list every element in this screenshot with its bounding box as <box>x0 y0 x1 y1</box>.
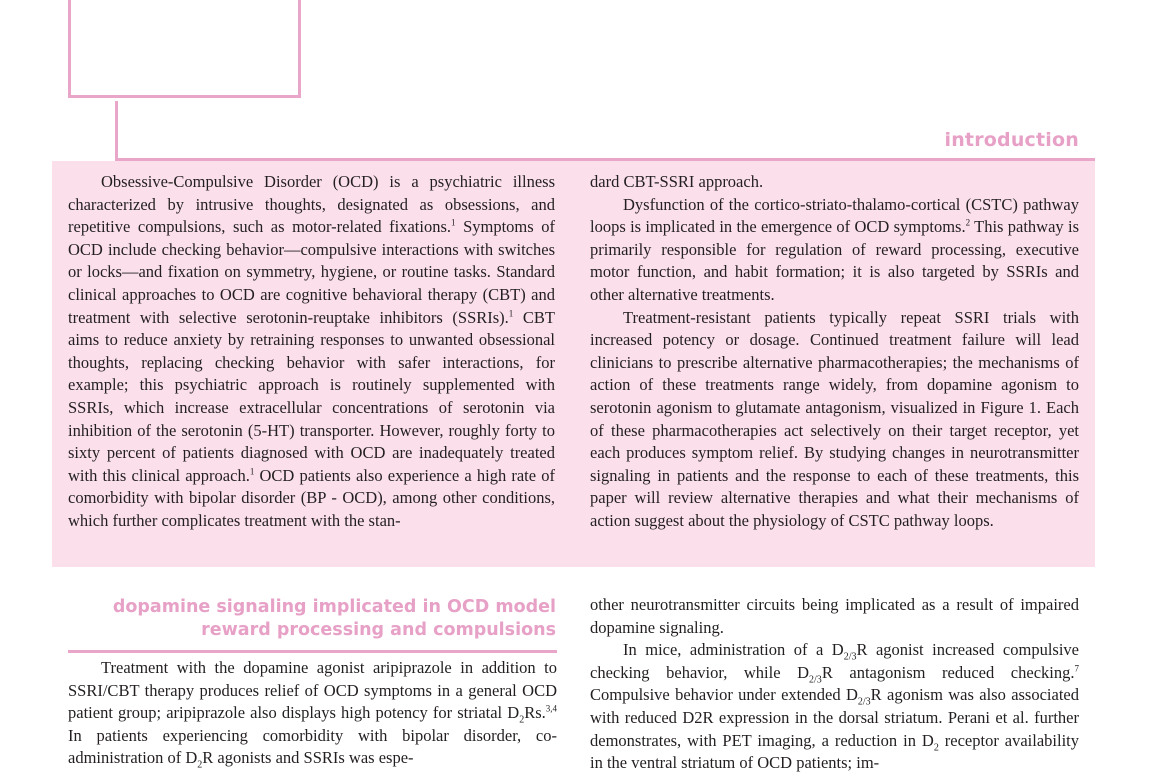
citation-ref: 1 <box>451 217 456 228</box>
citation-ref: 2 <box>965 217 971 228</box>
citation-ref: 1 <box>249 466 255 477</box>
section-heading-dopamine: dopamine signaling implicated in OCD model reward processing and compulsions <box>112 597 556 640</box>
section-heading-introduction: introduction <box>944 129 1079 151</box>
decorative-frame-box <box>68 0 301 98</box>
dopamine-left-column <box>68 657 557 770</box>
intro-paragraph-continuation: dard CBT-SSRI approach. <box>590 172 764 191</box>
dopamine-paragraph-2: In mice, administration of a $D_{2/3}R$ agonist increased compulsive checking behavior, while $D_{2/3}R$ antagonism reduced checking.$^7$ Compulsive behavior under extended $D_{2/3}R$ agonism was also associated with reduced D2R expression in the dorsal striatum. Perani et al. further demonstrates, with PET imaging, a reduction in $D_2$ receptor availability in the ventral striatum of OCD patients; im- <box>590 640 1079 773</box>
intro-paragraph-2: Dysfunction of the cortico-striato-thalamo-cortical (CSTC) pathway loops is implicated in the emergence of OCD symptoms.$^2$ This pathway is primarily responsible for regulation of reward processing, executive motor function, and habit formation; it is also targeted by SSRIs and other alternative treatments. <box>590 194 1079 304</box>
dopamine-paragraph-continuation: other neurotransmitter circuits being implicated as a result of impaired dopamine signaling. <box>590 595 1079 637</box>
intro-paragraph-3: Treatment-resistant patients typically repeat SSRI trials with increased potency or dosage. Continued treatment failure will lead clinicians to prescribe alternative pharmacotherapies; the mechanisms of action of these treatments range widely, from dopamine agonism to serotonin agonism to glutamate antagonism, visualized in Figure 1. Each of these pharmacotherapies act selectively on their target receptor, yet each produces symptom relief. By studying changes in neurotransmitter signaling in patients and the response to each of these treatments, this paper will review alternative therapies and what their mechanisms of action suggest about the physiology of CSTC pathway loops. <box>590 307 1079 530</box>
decorative-vertical-rule <box>115 101 118 161</box>
citation-ref: 7 <box>1074 663 1079 674</box>
dopamine-right-column <box>590 594 1079 775</box>
intro-paragraph-1: Obsessive-Compulsive Disorder (OCD) is a psychiatric illness characterized by intrusive thoughts, designated as obsessions, and repetitive compulsions, such as motor-related fixations.$^1$ Symptoms of OCD include checking behavior—compulsive interactions with switches or locks—and fixation on symmetry, hygiene, or routine tasks. Standard clinical approaches to OCD are cognitive behavioral therapy (CBT) and treatment with selective serotonin-reuptake inhibitors (SSRIs).$^1$ CBT aims to reduce anxiety by retraining responses to unwanted obsessional thoughts, replacing checking behavior with safer interactions, for example; this psychiatric approach is routinely supplemented with SSRIs, which increase extracellular concentrations of serotonin via inhibition of the serotonin (5-HT) transporter. However, roughly forty to sixty percent of patients diagnosed with OCD are inadequately treated with this clinical approach.$^1$ OCD patients also experience a high rate of comorbidity with bipolar disorder (BP - OCD), among other conditions, which further complicates treatment with the stan- <box>68 172 556 530</box>
intro-left-column <box>68 171 555 533</box>
cropped-title-line <box>185 0 745 2</box>
intro-right-column <box>590 171 1079 533</box>
dopamine-paragraph-1: Treatment with the dopamine agonist aripiprazole in addition to SSRI/CBT therapy produces relief of OCD symptoms in a general OCD patient group; aripiprazole also displays high potency for striatal $D_2Rs.^{3,4}$ In patients experiencing comorbidity with bipolar disorder, co-administration of $D_2R$ agonists and SSRIs was espe- <box>68 658 557 771</box>
section-heading-rule <box>68 650 557 653</box>
citation-ref: 1 <box>508 308 514 319</box>
citation-ref: 3,4 <box>545 703 557 714</box>
